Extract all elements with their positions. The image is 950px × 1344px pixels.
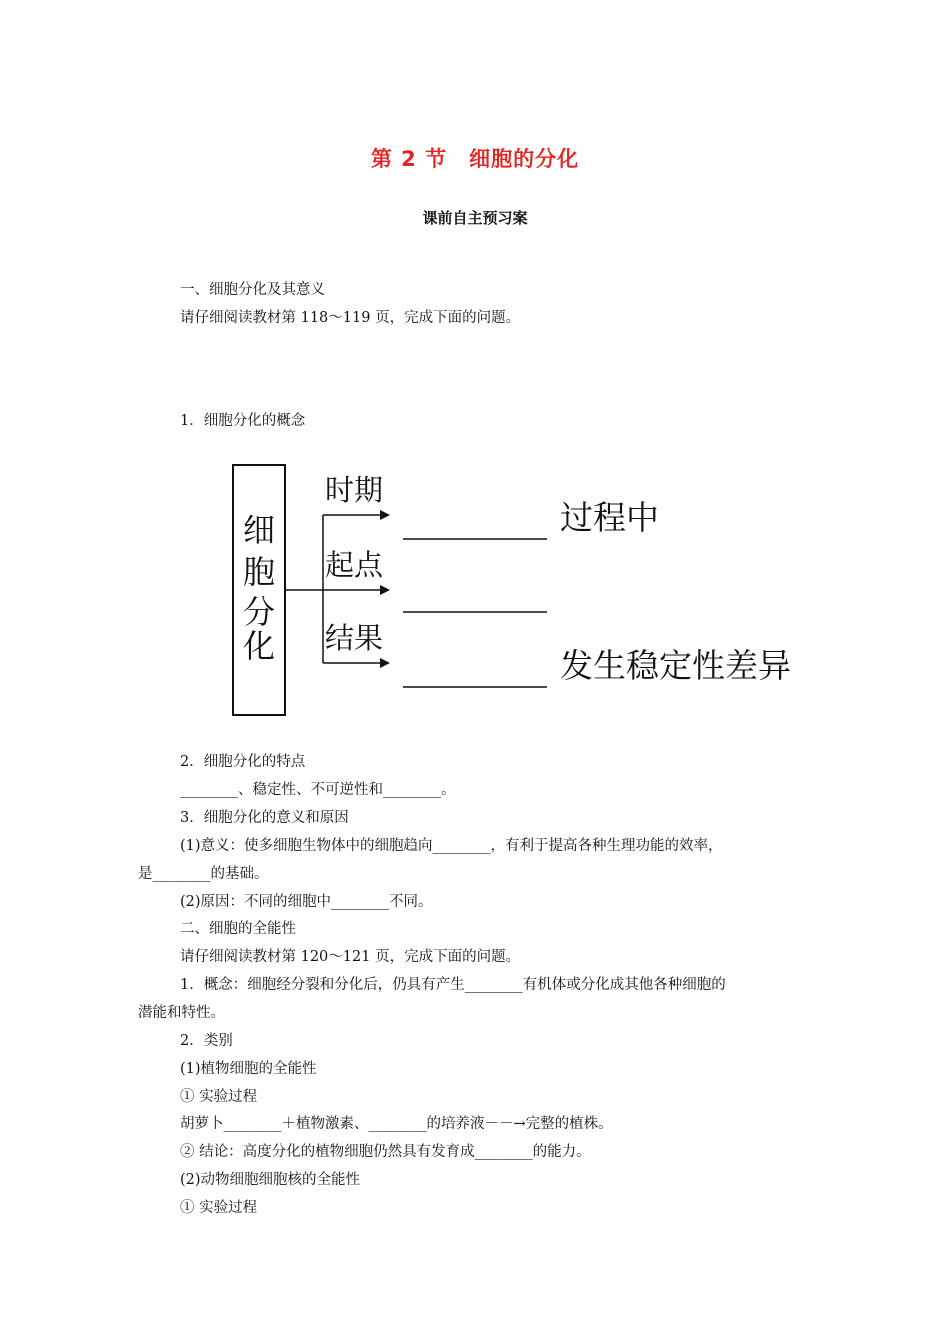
box-char-3: 分 [242,593,276,631]
section1-heading: 一、细胞分化及其意义 [180,282,325,298]
arrow-head-2 [380,585,390,595]
section1-item2-fill: ________、稳定性、不可逆性和________。 [180,782,456,798]
section2-heading: 二、细胞的全能性 [180,921,296,937]
right-label-difference: 发生稳定性差异 [560,646,791,685]
section2-item1-cont: 潜能和特性。 [138,1005,225,1021]
arrow-head-1 [380,510,390,520]
section2-item1: 1．概念：细胞经分裂和分化后，仍具有产生________有机体或分化成其他各种细胞的 [180,977,726,993]
section1-item1: 1．细胞分化的概念 [180,413,306,429]
section2-plant: (1)植物细胞的全能性 [180,1061,317,1077]
section1-item3-meaning: (1)意义：使多细胞生物体中的细胞趋向________，有利于提高各种生理功能的效率， [180,838,723,854]
section2-animal-process: ① 实验过程 [180,1200,258,1216]
section2-plant-conclusion: ② 结论：高度分化的植物细胞仍然具有发育成________的能力。 [180,1144,591,1160]
branch-label-result: 结果 [325,621,384,655]
section2-plant-process-line: 胡萝卜________＋植物激素、________的培养液－－→完整的植株。 [180,1116,613,1132]
page-title: 第 2 节 细胞的分化 [370,147,580,171]
section2-animal: (2)动物细胞细胞核的全能性 [180,1172,361,1188]
box-char-2: 胞 [242,553,276,591]
box-char-1: 细 [242,511,276,549]
branch-label-period: 时期 [325,473,384,507]
section2-item2: 2．类别 [180,1033,233,1049]
section2-plant-process: ① 实验过程 [180,1089,258,1105]
section1-item3: 3．细胞分化的意义和原因 [180,810,349,826]
page-subtitle: 课前自主预习案 [422,209,528,227]
section2-instruction: 请仔细阅读教材第 120～121 页，完成下面的问题。 [180,949,521,965]
cell-differentiation-diagram [225,455,825,729]
section1-item2: 2．细胞分化的特点 [180,754,306,770]
branch-label-start: 起点 [325,548,384,582]
section1-item3-cause: (2)原因：不同的细胞中________不同。 [180,894,433,910]
arrow-head-3 [380,658,390,668]
section1-instruction: 请仔细阅读教材第 118～119 页，完成下面的问题。 [180,310,521,326]
box-char-4: 化 [242,627,276,665]
right-label-process: 过程中 [560,498,659,537]
section1-item3-meaning-cont: 是________的基础。 [138,866,269,882]
